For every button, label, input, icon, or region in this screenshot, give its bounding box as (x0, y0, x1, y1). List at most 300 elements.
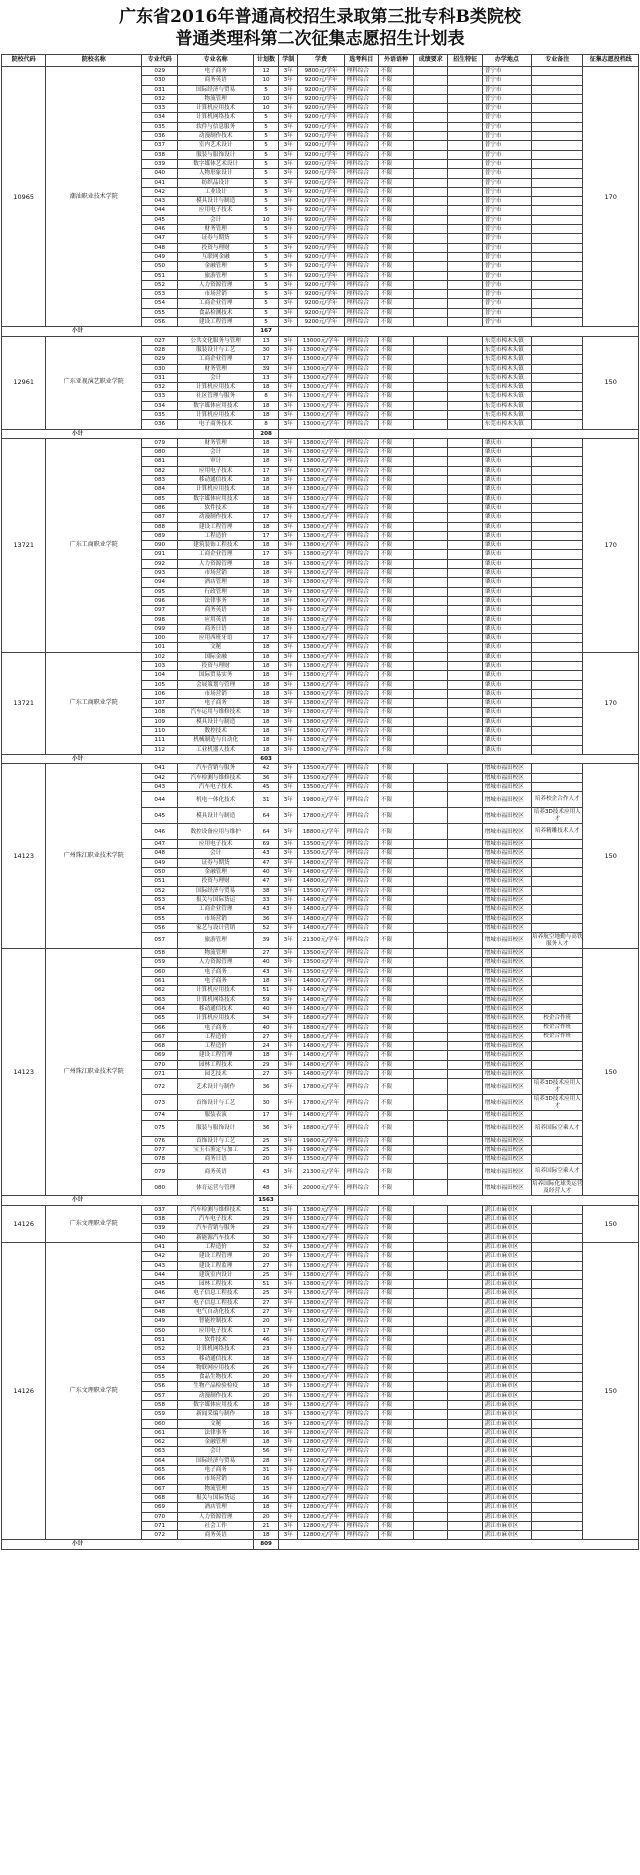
major-name: 数控技术 (178, 727, 254, 736)
score-req (414, 531, 448, 540)
duration: 3年 (279, 364, 298, 373)
major-note (532, 717, 583, 726)
score-req (414, 401, 448, 410)
tuition: 13800元/学年 (298, 522, 344, 531)
feature (448, 1317, 482, 1326)
major-note: 培养3D技术应用人才 (532, 808, 583, 824)
major-note (532, 736, 583, 745)
score-req (414, 1042, 448, 1051)
location: 普宁市 (482, 104, 531, 113)
tuition: 13800元/学年 (298, 745, 344, 754)
feature (448, 503, 482, 512)
major-name: 市场营销 (178, 1475, 254, 1484)
major-note (532, 840, 583, 849)
language: 不限 (378, 132, 413, 141)
duration: 3年 (279, 290, 298, 299)
location: 肇庆市 (482, 727, 531, 736)
major-note (532, 652, 583, 661)
score-req (414, 1280, 448, 1289)
subject: 理科综合 (344, 345, 378, 354)
header-cell: 院校名称 (46, 55, 142, 67)
subtotal-label: 小计 (2, 1196, 254, 1205)
major-code: 061 (142, 977, 178, 986)
major-code: 074 (142, 1111, 178, 1120)
major-name: 电子商务 (178, 67, 254, 76)
major-note (532, 1224, 583, 1233)
score-req (414, 764, 448, 773)
location: 肇庆市 (482, 457, 531, 466)
score-req (414, 1428, 448, 1437)
major-name: 人力资源管理 (178, 1512, 254, 1521)
feature (448, 252, 482, 261)
duration: 3年 (279, 503, 298, 512)
major-code: 053 (142, 895, 178, 904)
feature (448, 1060, 482, 1069)
language: 不限 (378, 1438, 413, 1447)
location: 普宁市 (482, 234, 531, 243)
feature (448, 1242, 482, 1251)
major-code: 041 (142, 764, 178, 773)
location: 湛江市麻章区 (482, 1326, 531, 1335)
location: 普宁市 (482, 159, 531, 168)
subject: 理科综合 (344, 1401, 378, 1410)
language: 不限 (378, 849, 413, 858)
language: 不限 (378, 1428, 413, 1437)
plan-count: 18 (253, 596, 278, 605)
feature (448, 1069, 482, 1078)
subject: 理科综合 (344, 1224, 378, 1233)
tuition: 9200元/学年 (298, 280, 344, 289)
subject: 理科综合 (344, 1120, 378, 1136)
header-cell: 计划数 (253, 55, 278, 67)
feature (448, 764, 482, 773)
score-req (414, 699, 448, 708)
plan-count: 51 (253, 1280, 278, 1289)
major-note (532, 243, 583, 252)
major-code: 039 (142, 1224, 178, 1233)
plan-count: 10 (253, 94, 278, 103)
major-name: 体育运营与管理 (178, 1180, 254, 1196)
major-name: 数控设备应用与维护 (178, 824, 254, 840)
location: 肇庆市 (482, 596, 531, 605)
language: 不限 (378, 662, 413, 671)
tuition: 13000元/学年 (298, 345, 344, 354)
score-req (414, 1326, 448, 1335)
major-name: 建设工程管理 (178, 522, 254, 531)
subject: 理科综合 (344, 914, 378, 923)
language: 不限 (378, 410, 413, 419)
location: 湛江市麻章区 (482, 1438, 531, 1447)
feature (448, 849, 482, 858)
major-code: 057 (142, 1391, 178, 1400)
plan-count: 18 (253, 671, 278, 680)
score-req (414, 1120, 448, 1136)
plan-count: 18 (253, 383, 278, 392)
tuition: 13800元/学年 (298, 1354, 344, 1363)
score-req (414, 299, 448, 308)
plan-count: 40 (253, 958, 278, 967)
plan-count: 5 (253, 178, 278, 187)
plan-count: 13 (253, 336, 278, 345)
language: 不限 (378, 1004, 413, 1013)
score-req (414, 1475, 448, 1484)
score-req (414, 1180, 448, 1196)
language: 不限 (378, 1145, 413, 1154)
major-name: 工商企业管理 (178, 355, 254, 364)
tuition: 14800元/学年 (298, 995, 344, 1004)
subject: 理科综合 (344, 1531, 378, 1540)
location: 湛江市麻章区 (482, 1456, 531, 1465)
tuition: 19800元/学年 (298, 792, 344, 808)
subject: 理科综合 (344, 782, 378, 791)
language: 不限 (378, 1270, 413, 1279)
major-name: 文秘 (178, 643, 254, 652)
feature (448, 624, 482, 633)
score-req (414, 727, 448, 736)
language: 不限 (378, 1363, 413, 1372)
major-name: 工程造价 (178, 531, 254, 540)
location: 湛江市麻章区 (482, 1280, 531, 1289)
feature (448, 967, 482, 976)
language: 不限 (378, 1289, 413, 1298)
subtotal-value: 208 (253, 429, 278, 438)
plan-table (1, 54, 639, 1550)
duration: 3年 (279, 1145, 298, 1154)
location: 普宁市 (482, 262, 531, 271)
feature (448, 1503, 482, 1512)
feature (448, 662, 482, 671)
subject: 理科综合 (344, 1261, 378, 1270)
major-note (532, 485, 583, 494)
language: 不限 (378, 169, 413, 178)
location: 普宁市 (482, 85, 531, 94)
feature (448, 438, 482, 447)
subject: 理科综合 (344, 104, 378, 113)
subject: 理科综合 (344, 1521, 378, 1530)
tuition: 13800元/学年 (298, 494, 344, 503)
major-note (532, 94, 583, 103)
table-row (2, 949, 639, 958)
subject: 理科综合 (344, 76, 378, 85)
plan-count: 28 (253, 1456, 278, 1465)
score-req (414, 1410, 448, 1419)
score-req (414, 1004, 448, 1013)
major-name: 电子信息工程技术 (178, 1298, 254, 1307)
location: 东莞市樟木头镇 (482, 401, 531, 410)
plan-count: 24 (253, 1042, 278, 1051)
location: 增城市福田校区 (482, 1051, 531, 1060)
score-req (414, 877, 448, 886)
feature (448, 858, 482, 867)
tuition: 9200元/学年 (298, 132, 344, 141)
tuition: 12800元/学年 (298, 1521, 344, 1530)
plan-count: 18 (253, 643, 278, 652)
location: 湛江市麻章区 (482, 1373, 531, 1382)
score-req (414, 1401, 448, 1410)
major-note (532, 671, 583, 680)
major-code: 052 (142, 1345, 178, 1354)
tuition: 13800元/学年 (298, 485, 344, 494)
feature (448, 1280, 482, 1289)
language: 不限 (378, 1475, 413, 1484)
tuition: 13800元/学年 (298, 689, 344, 698)
score-req (414, 252, 448, 261)
subtotal-blank (279, 327, 639, 336)
language: 不限 (378, 1224, 413, 1233)
language: 不限 (378, 392, 413, 401)
tuition: 13500元/学年 (298, 782, 344, 791)
feature (448, 187, 482, 196)
major-code: 045 (142, 1280, 178, 1289)
plan-count: 18 (253, 1354, 278, 1363)
major-note (532, 773, 583, 782)
location: 肇庆市 (482, 643, 531, 652)
school-name: 广州珠江职业技术学院 (46, 949, 142, 1196)
language: 不限 (378, 503, 413, 512)
location: 肇庆市 (482, 699, 531, 708)
duration: 3年 (279, 986, 298, 995)
duration: 3年 (279, 457, 298, 466)
location: 增城市福田校区 (482, 958, 531, 967)
plan-count: 18 (253, 662, 278, 671)
subject: 理科综合 (344, 187, 378, 196)
duration: 3年 (279, 671, 298, 680)
plan-count: 51 (253, 1205, 278, 1214)
feature (448, 355, 482, 364)
score-req (414, 1270, 448, 1279)
duration: 3年 (279, 764, 298, 773)
major-note (532, 559, 583, 568)
major-code: 043 (142, 782, 178, 791)
language: 不限 (378, 178, 413, 187)
feature (448, 132, 482, 141)
score-req (414, 132, 448, 141)
plan-count: 18 (253, 736, 278, 745)
location: 肇庆市 (482, 485, 531, 494)
duration: 3年 (279, 689, 298, 698)
major-note (532, 104, 583, 113)
tuition: 13800元/学年 (298, 1391, 344, 1400)
subject: 理科综合 (344, 132, 378, 141)
major-code: 049 (142, 1317, 178, 1326)
major-name: 商务日语 (178, 1155, 254, 1164)
location: 肇庆市 (482, 680, 531, 689)
major-note (532, 85, 583, 94)
major-name: 财务管理 (178, 438, 254, 447)
subject: 理科综合 (344, 1308, 378, 1317)
tuition: 9200元/学年 (298, 308, 344, 317)
duration: 3年 (279, 1354, 298, 1363)
tuition: 13800元/学年 (298, 662, 344, 671)
feature (448, 420, 482, 429)
language: 不限 (378, 1242, 413, 1251)
score-req (414, 569, 448, 578)
language: 不限 (378, 262, 413, 271)
major-code: 032 (142, 94, 178, 103)
feature (448, 1428, 482, 1437)
language: 不限 (378, 1155, 413, 1164)
location: 普宁市 (482, 271, 531, 280)
major-name: 汽车检测与维修技术 (178, 773, 254, 782)
location: 湛江市麻章区 (482, 1289, 531, 1298)
major-code: 079 (142, 438, 178, 447)
major-name: 建筑装饰工程技术 (178, 541, 254, 550)
location: 增城市福田校区 (482, 773, 531, 782)
major-code: 068 (142, 1042, 178, 1051)
score-req (414, 355, 448, 364)
major-note (532, 531, 583, 540)
subject: 理科综合 (344, 1456, 378, 1465)
plan-count: 29 (253, 1215, 278, 1224)
major-note (532, 1298, 583, 1307)
plan-count: 18 (253, 699, 278, 708)
duration: 3年 (279, 1120, 298, 1136)
location: 增城市福田校区 (482, 764, 531, 773)
subject: 理科综合 (344, 271, 378, 280)
feature (448, 1215, 482, 1224)
language: 不限 (378, 727, 413, 736)
feature (448, 708, 482, 717)
major-name: 工业设计 (178, 187, 254, 196)
major-name: 物联网应用技术 (178, 1363, 254, 1372)
major-code: 048 (142, 243, 178, 252)
subject: 理科综合 (344, 494, 378, 503)
tuition: 21300元/学年 (298, 1164, 344, 1180)
tuition: 13800元/学年 (298, 1410, 344, 1419)
subject: 理科综合 (344, 1042, 378, 1051)
feature (448, 1447, 482, 1456)
major-name: 金融管理 (178, 262, 254, 271)
duration: 3年 (279, 995, 298, 1004)
major-note (532, 615, 583, 624)
major-name: 应用电子技术 (178, 1326, 254, 1335)
tuition: 13800元/学年 (298, 624, 344, 633)
duration: 3年 (279, 345, 298, 354)
major-name: 工程造价 (178, 1242, 254, 1251)
score-req (414, 1521, 448, 1530)
plan-count: 15 (253, 1484, 278, 1493)
score-req (414, 1060, 448, 1069)
score-req (414, 745, 448, 754)
feature (448, 1363, 482, 1372)
score-req (414, 513, 448, 522)
duration: 3年 (279, 634, 298, 643)
tuition: 13800元/学年 (298, 476, 344, 485)
language: 不限 (378, 977, 413, 986)
major-name: 计算机应用技术 (178, 410, 254, 419)
score-req (414, 1136, 448, 1145)
major-code: 094 (142, 578, 178, 587)
subtotal-label: 小计 (2, 1540, 254, 1549)
language: 不限 (378, 466, 413, 475)
location: 增城市福田校区 (482, 895, 531, 904)
tuition: 13800元/学年 (298, 559, 344, 568)
table-row (2, 652, 639, 661)
header-cell: 专业代码 (142, 55, 178, 67)
major-code: 060 (142, 1419, 178, 1428)
major-note (532, 1252, 583, 1261)
major-note (532, 1308, 583, 1317)
feature (448, 448, 482, 457)
table-row (2, 764, 639, 773)
major-name: 商务英语 (178, 1164, 254, 1180)
plan-count: 27 (253, 1069, 278, 1078)
tuition: 13800元/学年 (298, 550, 344, 559)
location: 普宁市 (482, 290, 531, 299)
subject: 理科综合 (344, 923, 378, 932)
feature (448, 1354, 482, 1363)
major-code: 073 (142, 1095, 178, 1111)
subject: 理科综合 (344, 662, 378, 671)
major-note (532, 299, 583, 308)
tuition: 13800元/学年 (298, 717, 344, 726)
duration: 3年 (279, 1308, 298, 1317)
duration: 3年 (279, 1095, 298, 1111)
location: 肇庆市 (482, 708, 531, 717)
major-note (532, 1233, 583, 1242)
major-code: 096 (142, 596, 178, 605)
major-code: 031 (142, 373, 178, 382)
tuition: 13500元/学年 (298, 764, 344, 773)
feature (448, 383, 482, 392)
location: 普宁市 (482, 318, 531, 327)
language: 不限 (378, 634, 413, 643)
major-code: 042 (142, 187, 178, 196)
language: 不限 (378, 1042, 413, 1051)
plan-count: 21 (253, 1521, 278, 1530)
tuition: 18800元/学年 (298, 1120, 344, 1136)
major-code: 048 (142, 849, 178, 858)
feature (448, 923, 482, 932)
subject: 理科综合 (344, 234, 378, 243)
plan-count: 18 (253, 457, 278, 466)
subtotal-row (2, 327, 639, 336)
feature (448, 178, 482, 187)
tuition: 13800元/学年 (298, 1363, 344, 1372)
tuition: 13800元/学年 (298, 708, 344, 717)
score-req (414, 1298, 448, 1307)
feature (448, 1155, 482, 1164)
feature (448, 113, 482, 122)
duration: 3年 (279, 122, 298, 131)
major-code: 042 (142, 1252, 178, 1261)
duration: 3年 (279, 485, 298, 494)
major-note (532, 1155, 583, 1164)
location: 肇庆市 (482, 494, 531, 503)
major-code: 054 (142, 905, 178, 914)
location: 增城市福田校区 (482, 824, 531, 840)
feature (448, 1095, 482, 1111)
plan-count: 64 (253, 808, 278, 824)
major-note: 培养国际化球类运营及经营人才 (532, 1180, 583, 1194)
feature (448, 977, 482, 986)
feature (448, 717, 482, 726)
subject: 理科综合 (344, 773, 378, 782)
location: 东莞市樟木头镇 (482, 345, 531, 354)
major-note: 培养国际空乘人才 (532, 1164, 583, 1180)
subject: 理科综合 (344, 977, 378, 986)
school-name: 广东亚视演艺职业学院 (46, 336, 142, 429)
subject: 理科综合 (344, 1484, 378, 1493)
major-name: 旅游管理 (178, 271, 254, 280)
language: 不限 (378, 1060, 413, 1069)
score-req (414, 1419, 448, 1428)
language: 不限 (378, 905, 413, 914)
tuition: 13000元/学年 (298, 392, 344, 401)
tuition: 9200元/学年 (298, 141, 344, 150)
duration: 3年 (279, 280, 298, 289)
plan-count: 29 (253, 1060, 278, 1069)
